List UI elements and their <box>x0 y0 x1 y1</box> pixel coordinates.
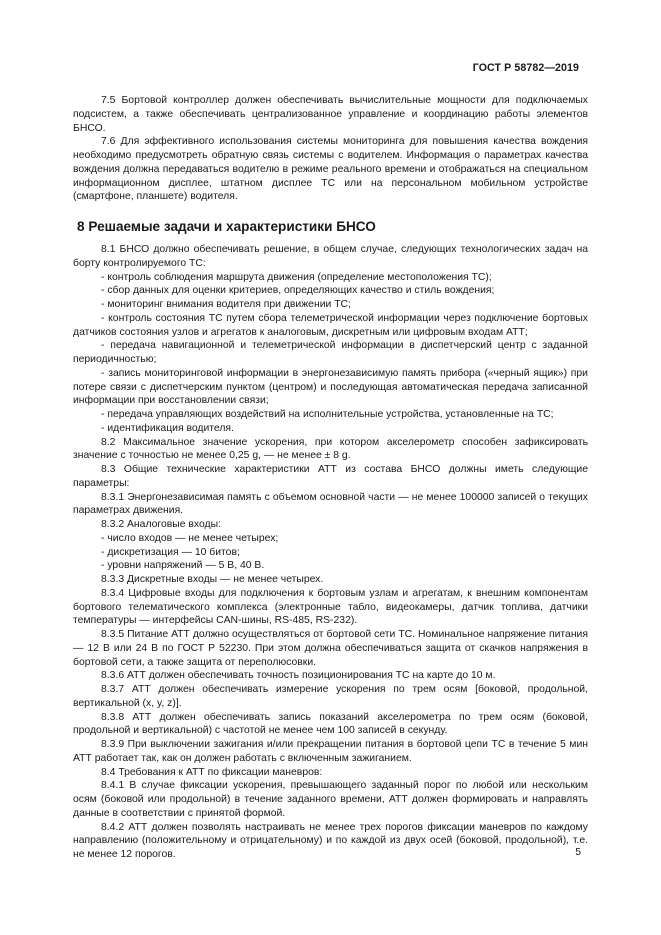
list-item: - передача навигационной и телеметрической информации в диспетчерский центр с заданной периодичностью; <box>73 340 588 365</box>
list-item: - запись мониторинговой информации в энергонезависимую память прибора («черный ящик») при потере связи с диспетчерским пунктом (центром) и последующая автоматическая передача записанной информации при восстановлении связи; <box>73 367 588 407</box>
list-item: - идентификация водителя. <box>101 422 234 434</box>
paragraph-8-3-7: 8.3.7 АТТ должен обеспечивать измерение ускорения по трем осям [боковой, продольной, вертикальной (x, y, z)]. <box>73 684 588 709</box>
list-item: - передача управляющих воздействий на исполнительные устройства, установленные на ТС; <box>101 409 554 420</box>
paragraph-8-3-4: 8.3.4 Цифровые входы для подключения к бортовым узлам и агрегатам, к внешним компонентам бортового телематического комплекса (электронные табло, видеокамеры, датчик топлива, датчики температуры — интерфейсы CAN-шины, RS-485, RS-232). <box>73 587 588 627</box>
paragraph-8-3-5: 8.3.5 Питание АТТ должно осуществляться от бортовой сети ТС. Номинальное напряжение питания — 12 В или 24 В по ГОСТ Р 52230. При этом должна обеспечиваться защита от скачков напряжения в бортовой сети, а также защита от переполюсовки. <box>73 629 588 668</box>
section-heading: 8 Решаемые задачи и характеристики БНСО <box>77 219 376 234</box>
paragraph-8-3-2: 8.3.2 Аналоговые входы: <box>101 519 221 530</box>
list-item: - мониторинг внимания водителя при движении ТС; <box>101 299 351 310</box>
page-number: 5 <box>575 847 581 858</box>
paragraph-8-1: 8.1 БНСО должно обеспечивать решение, в общем случае, следующих технологических задач на борту контролируемого ТС: <box>73 244 588 269</box>
paragraph-8-3-9: 8.3.9 При выключении зажигания и/или прекращении питания в бортовой цепи ТС в течение 5 мин АТТ работает так, как он должен работать с включенным зажиганием. <box>73 739 588 764</box>
paragraph-8-4: 8.4 Требования к АТТ по фиксации маневров: <box>101 766 323 778</box>
document-body <box>73 94 588 862</box>
paragraph-8-3-3: 8.3.3 Дискретные входы — не менее четырех. <box>101 574 324 585</box>
paragraph-8-4-1: 8.4.1 В случае фиксации ускорения, превышающего заданный порог по любой или нескольким осям (боковой или продольной) в течение заданного времени, АТТ должен формировать и направлять данные в соответствии с принятой формой. <box>73 780 588 819</box>
list-item: - контроль соблюдения маршрута движения (определение местоположения ТС); <box>101 271 492 283</box>
paragraph-7-6: 7.6 Для эффективного использования системы мониторинга для повышения качества вождения необходимо предусмотреть обратную связь системы с водителем. Информация о параметрах качества вождения должна передаваться водителю в режиме реального времени и отображаться на специальном информационном дисплее, штатном дисплее ТС или на персональном мобильном устройстве (смартфоне, планшете) водителя. <box>73 136 588 203</box>
paragraph-8-3-6: 8.3.6 АТТ должен обеспечивать точность позиционирования ТС на карте до 10 м. <box>101 670 496 682</box>
paragraph-8-2: 8.2 Максимальное значение ускорения, при котором акселерометр способен зафиксировать значение с точностью не менее 0,25 g, — не менее ± 8 g. <box>73 436 588 462</box>
list-item: - сбор данных для оценки критериев, определяющих качество и стиль вождения; <box>101 285 495 297</box>
paragraph-7-5: 7.5 Бортовой контроллер должен обеспечивать вычислительные мощности для подключаемых подсистем, а также обеспечивать централизованное управление и координацию работы элементов БНСО. <box>73 95 588 134</box>
list-item: - уровни напряжений — 5 В, 40 В. <box>101 560 265 572</box>
paragraph-8-3: 8.3 Общие технические характеристики АТТ из состава БНСО должны иметь следующие параметры: <box>73 464 588 489</box>
document-header: ГОСТ Р 58782—2019 <box>472 62 579 74</box>
paragraph-8-3-8: 8.3.8 АТТ должен обеспечивать запись показаний акселерометра по трем осям (боковой, продольной и вертикальной) с частотой не менее чем 100 записей в секунду. <box>73 711 588 737</box>
list-item: - контроль состояния ТС путем сбора телеметрической информации через подключение бортовых датчиков состояния узлов и агрегатов к аналоговым, дискретным или цифровым входам АТТ; <box>73 312 588 338</box>
list-item: - дискретизация — 10 битов; <box>101 546 240 558</box>
paragraph-8-3-1: 8.3.1 Энергонезависимая память с объемом основной части — не менее 100000 записей о текущих параметрах движения. <box>73 491 588 517</box>
paragraph-8-4-2: 8.4.2 АТТ должен позволять настраивать не менее трех порогов фиксации маневров по каждому направлению (положительному и отрицательному) и по каждой из двух осей (боковой, продольной), т.е. не менее 12 порогов. <box>73 821 588 860</box>
list-item: - число входов — не менее четырех; <box>101 532 279 544</box>
